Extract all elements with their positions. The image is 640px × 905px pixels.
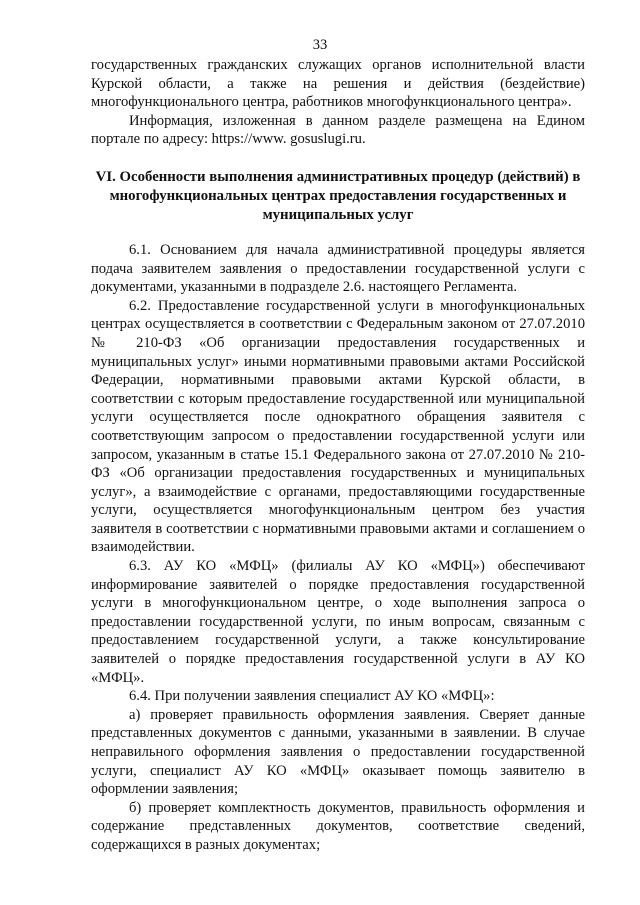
paragraph-6-4-b: б) проверяет комплектность документов, правильность оформления и содержание представленных документов, соответствие сведений, содержащихся в разных документах; bbox=[91, 799, 585, 853]
paragraph-6-4-a: а) проверяет правильность оформления заявления. Сверяет данные представленных документов с данными, указанными в заявлении. В случае неправильного оформления заявления о предоставлении государственной услуги, специалист АУ КО «МФЦ» оказывает помощь заявителю в оформлении заявления; bbox=[91, 706, 585, 798]
page-body bbox=[91, 56, 585, 855]
paragraph-6-3: 6.3. АУ КО «МФЦ» (филиалы АУ КО «МФЦ») обеспечивают информирование заявителей о порядке предоставления государственной услуги в многофункциональном центре, о ходе выполнения запроса о предоставлении государственной услуги, по иным вопросам, связанным с предоставлением государственной услуги, а также консультирование заявителей о порядке предоставления государственной услуги в АУ КО «МФЦ». bbox=[91, 558, 585, 686]
section-heading: VI. Особенности выполнения административных процедур (действий) в многофункциональных центрах предоставления государственных и муниципальных услуг bbox=[95, 168, 581, 223]
paragraph-6-1: 6.1. Основанием для начала административной процедуры является подача заявителем заявления о предоставлении государственной услуги с документами, указанными в подразделе 2.6. настоящего Регламента. bbox=[91, 241, 585, 296]
paragraph-6-2: 6.2. Предоставление государственной услуги в многофункциональных центрах осуществляется в соответствии с Федеральным законом от 27.07.2010 № 210-ФЗ «Об организации предоставления государственных и муниципальных услуг» иными нормативными правовыми актами Российской Федерации, нормативными правовыми актами Курской области, в соответствии с которым предоставление государственной или муниципальной услуги осуществляется после однократного обращения заявителя с соответствующим запросом о предоставлении государственной услуги или запросом, указанным в статье 15.1 Федерального закона от 27.07.2010 № 210-ФЗ «Об организации предоставления государственных и муниципальных услуг», а взаимодействие с органами, предоставляющими государственные услуги, осуществляется многофункциональным центром без участия заявителя в соответствии с нормативными правовыми актами и соглашением о взаимодействии. bbox=[91, 297, 585, 556]
paragraph-6-4: 6.4. При получении заявления специалист АУ КО «МФЦ»: bbox=[129, 688, 495, 705]
paragraph-continuation: государственных гражданских служащих органов исполнительной власти Курской области, а также на решения и действия (бездействие) многофункционального центра, работников многофункционального центра». bbox=[91, 57, 585, 111]
paragraph-info: Информация, изложенная в данном разделе размещена на Едином портале по адресу: https://www. gosuslugi.ru. bbox=[91, 112, 585, 148]
page-number: 33 bbox=[312, 37, 328, 53]
